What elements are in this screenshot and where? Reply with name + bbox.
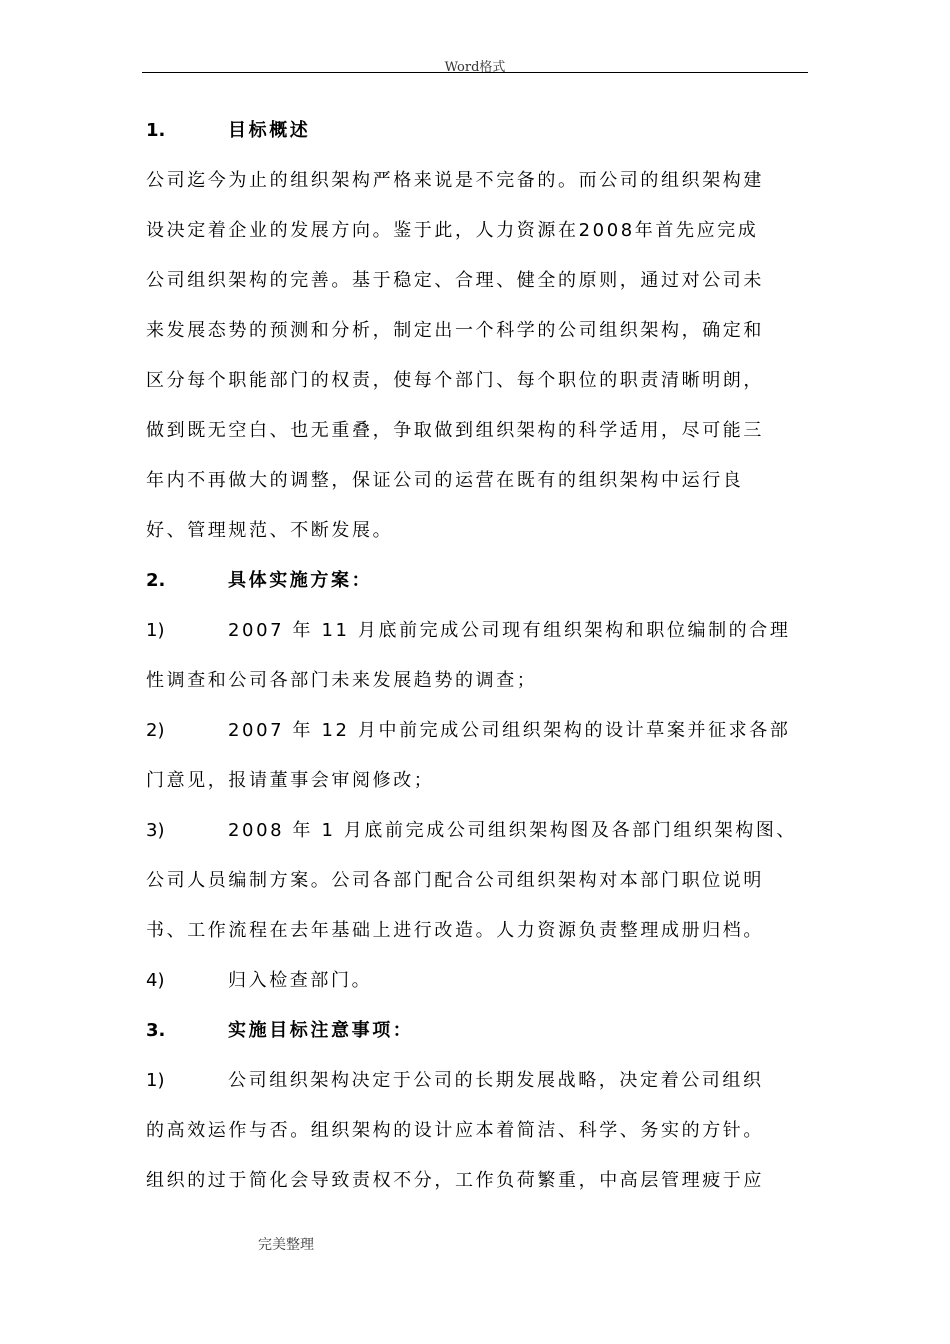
list-item-number: 2) [146, 720, 165, 741]
page-header: Word格式 [444, 60, 506, 75]
section-2-title: 具体实施方案： [228, 570, 373, 591]
list-item-number: 4) [146, 970, 165, 991]
page-footer: 完美整理 [258, 1237, 314, 1253]
paragraph-line: 做到既无空白、也无重叠，争取做到组织架构的科学适用，尽可能三 [146, 420, 764, 441]
list-item-text: 2008 年 1 月底前完成公司组织架构图及各部门组织架构图、 [228, 820, 798, 841]
list-item-continuation: 书、工作流程在去年基础上进行改造。人力资源负责整理成册归档。 [146, 920, 764, 941]
document-body [146, 106, 816, 1206]
list-item [146, 606, 816, 656]
list-item [146, 806, 816, 856]
header-rule [142, 72, 808, 73]
list-item-continuation: 组织的过于简化会导致责权不分，工作负荷繁重，中高层管理疲于应 [146, 1170, 764, 1191]
list-item [146, 1056, 816, 1106]
section-3-heading [146, 1006, 816, 1056]
paragraph-line: 公司迄今为止的组织架构严格来说是不完备的。而公司的组织架构建 [146, 170, 764, 191]
section-1-heading [146, 106, 816, 156]
section-3-number: 3. [146, 1020, 166, 1041]
paragraph-line: 来发展态势的预测和分析，制定出一个科学的公司组织架构，确定和 [146, 320, 764, 341]
list-item-number: 1) [146, 1070, 165, 1091]
list-item-continuation: 门意见，报请董事会审阅修改； [146, 770, 435, 791]
section-1-number: 1. [146, 120, 166, 141]
list-item-continuation: 性调查和公司各部门未来发展趋势的调查； [146, 670, 538, 691]
section-2-heading [146, 556, 816, 606]
paragraph-line: 区分每个职能部门的权责，使每个部门、每个职位的职责清晰明朗， [146, 370, 764, 391]
list-item-continuation: 公司人员编制方案。公司各部门配合公司组织架构对本部门职位说明 [146, 870, 764, 891]
section-1-title: 目标概述 [228, 120, 311, 141]
list-item-number: 3) [146, 820, 165, 841]
paragraph-line: 公司组织架构的完善。基于稳定、合理、健全的原则，通过对公司未 [146, 270, 764, 291]
paragraph-line: 设决定着企业的发展方向。鉴于此，人力资源在2008年首先应完成 [146, 220, 759, 241]
list-item-text: 归入检查部门。 [228, 970, 373, 991]
list-item-number: 1) [146, 620, 165, 641]
section-3-title: 实施目标注意事项： [228, 1020, 414, 1041]
list-item-continuation: 的高效运作与否。组织架构的设计应本着简洁、科学、务实的方针。 [146, 1120, 764, 1141]
section-2-number: 2. [146, 570, 166, 591]
paragraph-line: 年内不再做大的调整，保证公司的运营在既有的组织架构中运行良 [146, 470, 744, 491]
paragraph-line: 好、管理规范、不断发展。 [146, 520, 394, 541]
list-item [146, 956, 816, 1006]
list-item-text: 公司组织架构决定于公司的长期发展战略，决定着公司组织 [228, 1070, 764, 1091]
list-item-text: 2007 年 11 月底前完成公司现有组织架构和职位编制的合理 [228, 620, 791, 641]
list-item [146, 706, 816, 756]
list-item-text: 2007 年 12 月中前完成公司组织架构的设计草案并征求各部 [228, 720, 791, 741]
